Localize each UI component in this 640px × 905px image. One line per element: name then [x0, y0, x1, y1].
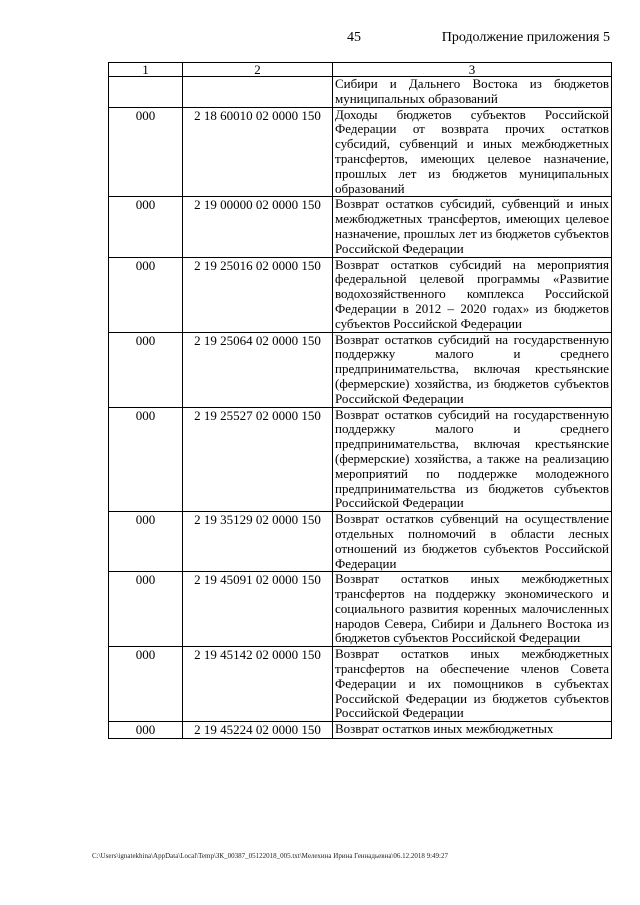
page-header — [0, 30, 640, 50]
budget-classification-code-cell: 2 19 25064 02 0000 150 — [183, 332, 333, 407]
revenue-name-cell: Доходы бюджетов субъектов Российской Федерации от возврата прочих остатков субсидий, субвенций и иных межбюджетных трансфертов, имеющих целевое назначение, прошлых лет из бюджетов муниципальных образований — [333, 107, 612, 197]
admin-code-cell: 000 — [109, 512, 183, 572]
admin-code-cell: 000 — [109, 257, 183, 332]
appendix-continuation-label: Продолжение приложения 5 — [441, 30, 610, 45]
budget-classification-code-cell: 2 19 35129 02 0000 150 — [183, 512, 333, 572]
budget-codes-table — [108, 62, 612, 739]
revenue-name-cell: Возврат остатков субсидий на государственную поддержку малого и среднего предпринимательства, включая крестьянские (фермерские) хозяйства, из бюджетов субъектов Российской Федерации — [333, 332, 612, 407]
admin-code-cell: 000 — [109, 107, 183, 197]
budget-classification-code-cell: 2 19 45091 02 0000 150 — [183, 572, 333, 647]
budget-classification-code-cell: 2 19 25527 02 0000 150 — [183, 407, 333, 512]
table-row — [109, 332, 612, 407]
column-number: 2 — [183, 63, 333, 77]
column-number: 1 — [109, 63, 183, 77]
admin-code-cell: 000 — [109, 722, 183, 739]
revenue-name-cell: Возврат остатков субсидий на государственную поддержку малого и среднего предпринимательства, включая крестьянские (фермерские) хозяйства, а также на реализацию мероприятий по поддержке молодежного предпринимательства из бюджетов субъектов Российской Федерации — [333, 407, 612, 512]
admin-code-cell: 000 — [109, 647, 183, 722]
table-row — [109, 647, 612, 722]
column-number-row — [109, 63, 612, 77]
table-row — [109, 197, 612, 257]
table-row — [109, 722, 612, 739]
table-row — [109, 572, 612, 647]
revenue-name-cell: Возврат остатков иных межбюджетных трансфертов на обеспечение членов Совета Федерации и их помощников в субъектах Российской Федерации из бюджетов субъектов Российской Федерации — [333, 647, 612, 722]
revenue-name-cell: Сибири и Дальнего Востока из бюджетов муниципальных образований — [333, 77, 612, 108]
budget-classification-code-cell: 2 19 45224 02 0000 150 — [183, 722, 333, 739]
revenue-name-cell: Возврат остатков иных межбюджетных — [333, 722, 612, 739]
revenue-name-cell: Возврат остатков субсидий, субвенций и иных межбюджетных трансфертов, имеющих целевое назначение, прошлых лет из бюджетов субъектов Российской Федерации — [333, 197, 612, 257]
admin-code-cell: 000 — [109, 197, 183, 257]
table-row — [109, 77, 612, 108]
table-row — [109, 257, 612, 332]
admin-code-cell: 000 — [109, 572, 183, 647]
admin-code-cell: 000 — [109, 332, 183, 407]
budget-classification-code-cell: 2 18 60010 02 0000 150 — [183, 107, 333, 197]
table-row — [109, 512, 612, 572]
table-row — [109, 107, 612, 197]
budget-classification-code-cell: 2 19 45142 02 0000 150 — [183, 647, 333, 722]
admin-code-cell: 000 — [109, 407, 183, 512]
page-number: 45 — [347, 30, 361, 45]
document-file-path: C:\Users\ignatekhina\AppData\Local\Temp\ЗК_00387_05122018_005.txt\Мелехина Ирина Геннадьевна\06.12.2018 9:49:27 — [92, 852, 449, 860]
budget-classification-code-cell: 2 19 00000 02 0000 150 — [183, 197, 333, 257]
revenue-name-cell: Возврат остатков субсидий на мероприятия федеральной целевой программы «Развитие водохозяйственного комплекса Российской Федерации в 2012 – 2020 годах» из бюджетов субъектов Российской Федерации — [333, 257, 612, 332]
table-row — [109, 407, 612, 512]
budget-classification-code-cell — [183, 77, 333, 108]
column-number: 3 — [333, 63, 612, 77]
budget-classification-code-cell: 2 19 25016 02 0000 150 — [183, 257, 333, 332]
admin-code-cell — [109, 77, 183, 108]
revenue-name-cell: Возврат остатков субвенций на осуществление отдельных полномочий в области лесных отношений из бюджетов субъектов Российской Федерации — [333, 512, 612, 572]
revenue-name-cell: Возврат остатков иных межбюджетных трансфертов на поддержку экономического и социального развития коренных малочисленных народов Севера, Сибири и Дальнего Востока из бюджетов субъектов Российской Федерации — [333, 572, 612, 647]
